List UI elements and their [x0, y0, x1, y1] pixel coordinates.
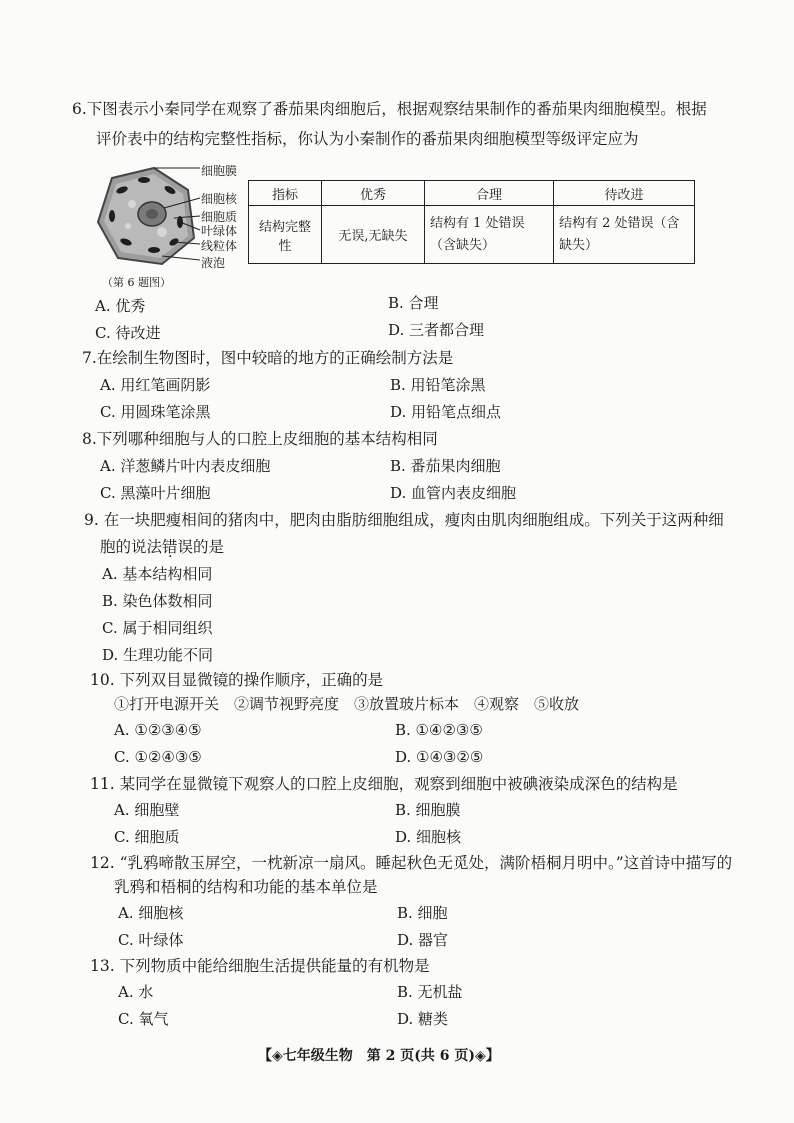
q7-option-a[interactable]: A. 用红笔画阴影	[100, 376, 211, 394]
q12-option-c[interactable]: C. 叶绿体	[118, 931, 184, 949]
q11-option-c[interactable]: C. 细胞质	[114, 828, 180, 846]
q6-option-d[interactable]: D. 三者都合理	[388, 321, 485, 339]
q9-option-c[interactable]: C. 属于相同组织	[102, 619, 213, 637]
q6-option-b[interactable]: B. 合理	[388, 294, 439, 312]
q10-option-b[interactable]: B. ①④②③⑤	[395, 721, 483, 739]
q9-emphasis-wrong: 错误	[162, 538, 194, 556]
q12-option-d[interactable]: D. 器官	[397, 931, 449, 949]
q7-option-c[interactable]: C. 用圆珠笔涂黑	[100, 403, 211, 421]
q7-option-b[interactable]: B. 用铅笔涂黑	[390, 376, 486, 394]
tomato-cell-model-figure	[92, 160, 202, 270]
q11-option-d[interactable]: D. 细胞核	[395, 828, 462, 846]
q13-option-b[interactable]: B. 无机盐	[397, 983, 463, 1001]
q8-stem: 8.下列哪种细胞与人的口腔上皮细胞的基本结构相同	[82, 430, 438, 448]
q6-option-c[interactable]: C. 待改进	[95, 324, 161, 342]
q13-option-a[interactable]: A. 水	[118, 983, 154, 1001]
q6-stem-line1: 6.下图表示小秦同学在观察了番茄果肉细胞后，根据观察结果制作的番茄果肉细胞模型。根据	[72, 100, 707, 118]
q10-option-a[interactable]: A. ①②③④⑤	[114, 721, 202, 739]
label-nucleus: 细胞核	[201, 192, 238, 206]
q10-option-d[interactable]: D. ①④③②⑤	[395, 748, 484, 766]
table-row-label: 结构完整性	[249, 206, 322, 264]
table-cell-excellent: 无误,无缺失	[322, 206, 425, 264]
q9-stem-line1: 9. 在一块肥瘦相间的猪肉中，肥肉由脂肪细胞组成，瘦肉由肌肉细胞组成。下列关于这两种细	[84, 511, 724, 529]
q9-option-a[interactable]: A. 基本结构相同	[102, 565, 213, 583]
q13-stem: 13. 下列物质中能给细胞生活提供能量的有机物是	[90, 957, 430, 975]
table-header-excellent: 优秀	[322, 181, 425, 206]
q11-option-b[interactable]: B. 细胞膜	[395, 801, 461, 819]
label-mitochondria: 线粒体	[201, 239, 238, 253]
label-cell-membrane: 细胞膜	[201, 164, 238, 178]
q12-stem-line2: 乳鸦和梧桐的结构和功能的基本单位是	[114, 878, 378, 896]
q13-option-d[interactable]: D. 糖类	[397, 1010, 449, 1028]
q12-option-b[interactable]: B. 细胞	[397, 904, 448, 922]
q13-option-c[interactable]: C. 氧气	[118, 1010, 169, 1028]
q8-option-b[interactable]: B. 番茄果肉细胞	[390, 457, 501, 475]
q12-option-a[interactable]: A. 细胞核	[118, 904, 184, 922]
q9-stem-part: 的是	[193, 538, 225, 556]
q9-option-d[interactable]: D. 生理功能不同	[102, 646, 214, 664]
q12-stem-line1: 12. “乳鸦啼散玉屏空，一枕新凉一扇风。睡起秋色无觅处，满阶梧桐月明中。”这首诗中描写的	[90, 854, 733, 872]
label-cytoplasm: 细胞质	[201, 210, 238, 224]
evaluation-table	[248, 180, 695, 264]
q10-steps: ①打开电源开关 ②调节视野亮度 ③放置玻片标本 ④观察 ⑤收放	[114, 695, 580, 713]
label-chloroplast: 叶绿体	[201, 224, 238, 238]
q6-stem-line2: 评价表中的结构完整性指标，你认为小秦制作的番茄果肉细胞模型等级评定应为	[96, 130, 639, 148]
table-cell-needs-improvement: 结构有 2 处错误（含缺失）	[554, 206, 695, 264]
q7-option-d[interactable]: D. 用铅笔点细点	[390, 403, 502, 421]
q7-stem: 7.在绘制生物图时，图中较暗的地方的正确绘制方法是	[82, 349, 454, 367]
q10-option-c[interactable]: C. ①②④③⑤	[114, 748, 202, 766]
q8-option-c[interactable]: C. 黑藻叶片细胞	[100, 484, 211, 502]
q9-stem-part: 胞的说法	[100, 538, 163, 556]
q9-option-b[interactable]: B. 染色体数相同	[102, 592, 213, 610]
q11-option-a[interactable]: A. 细胞壁	[114, 801, 180, 819]
q10-stem: 10. 下列双目显微镜的操作顺序，正确的是	[90, 671, 384, 689]
q8-option-d[interactable]: D. 血管内表皮细胞	[390, 484, 517, 502]
q11-stem: 11. 某同学在显微镜下观察人的口腔上皮细胞，观察到细胞中被碘液染成深色的结构是	[90, 775, 678, 793]
q9-stem-line2	[100, 537, 224, 557]
table-header-needs-improvement: 待改进	[554, 181, 695, 206]
figure-caption: （第 6 题图）	[102, 276, 171, 289]
table-cell-reasonable: 结构有 1 处错误（含缺失）	[425, 206, 554, 264]
label-vacuole: 液泡	[201, 256, 226, 270]
table-header-indicator: 指标	[249, 181, 322, 206]
table-header-reasonable: 合理	[425, 181, 554, 206]
q8-option-a[interactable]: A. 洋葱鳞片叶内表皮细胞	[100, 457, 271, 475]
page-footer: 【◈七年级生物 第 2 页(共 6 页)◈】	[258, 1048, 500, 1064]
q6-option-a[interactable]: A. 优秀	[95, 297, 146, 315]
